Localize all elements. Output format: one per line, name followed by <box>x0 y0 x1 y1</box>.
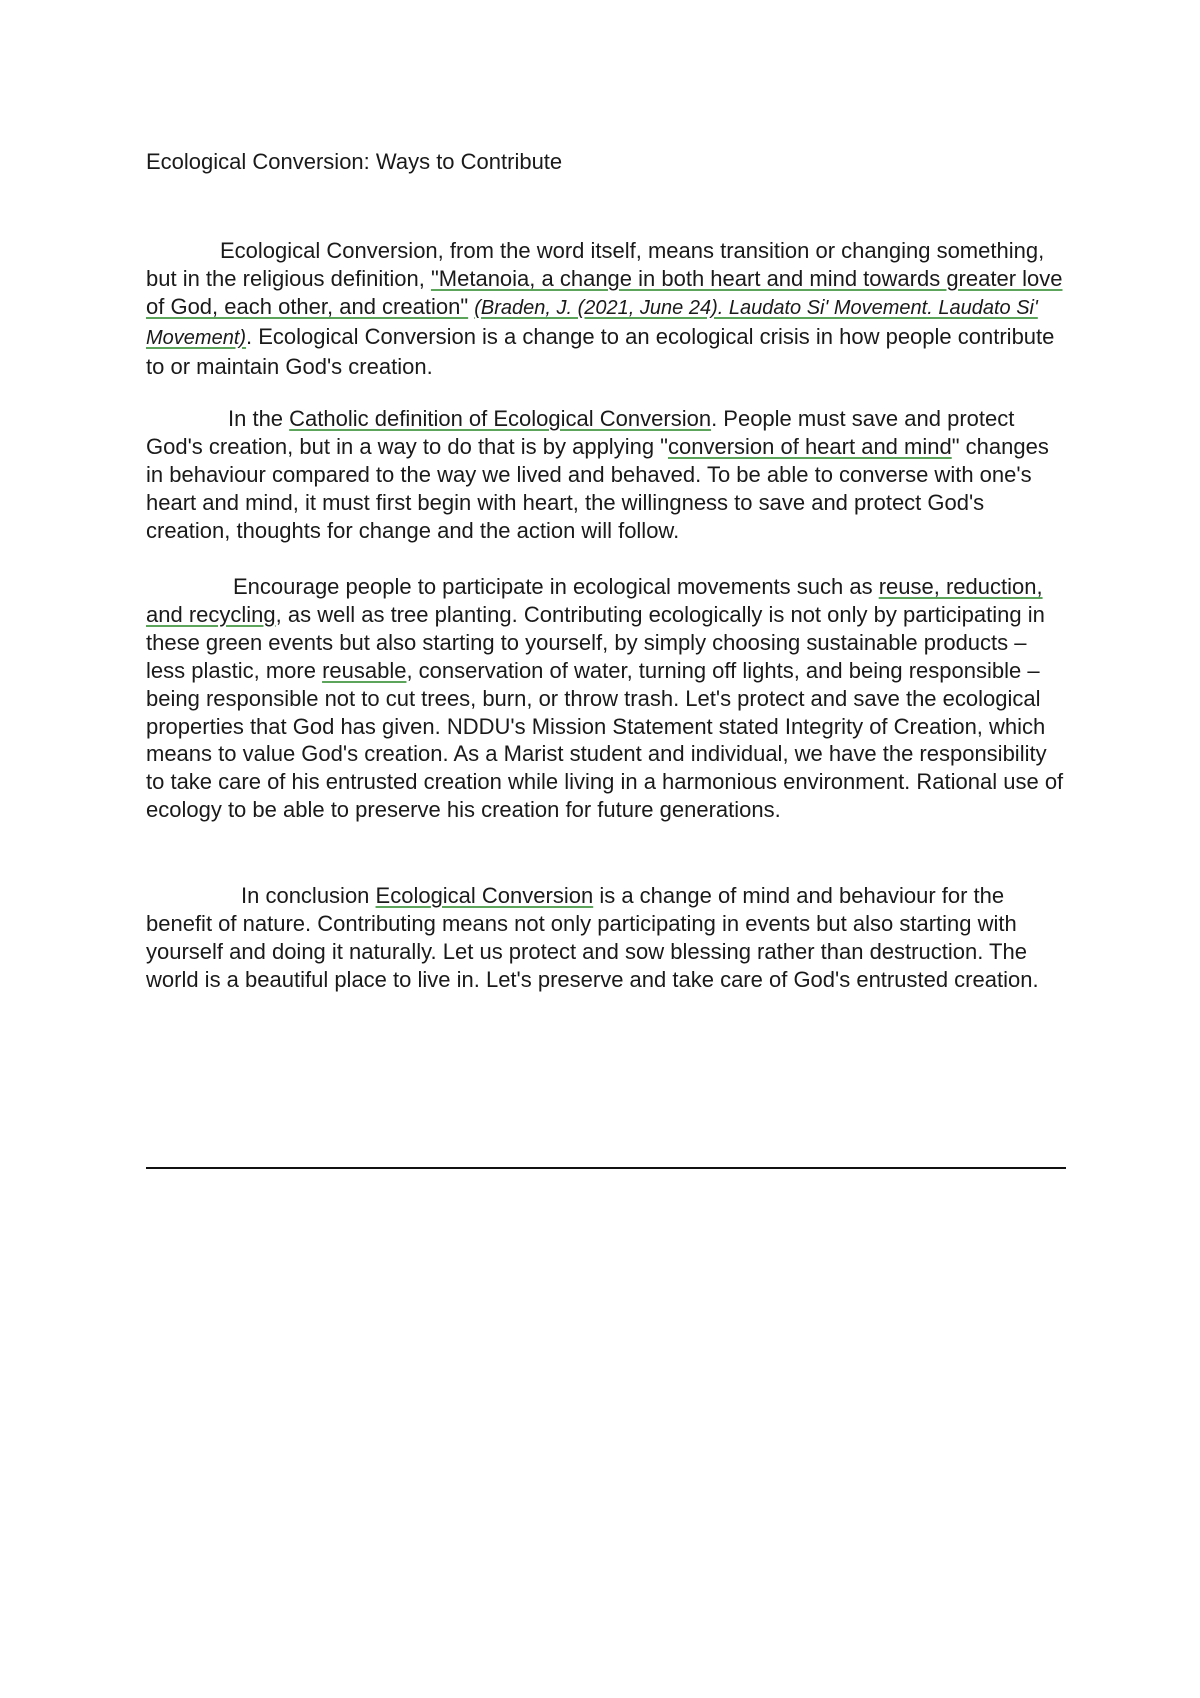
document-title: Ecological Conversion: Ways to Contribute <box>146 149 563 174</box>
paragraph-text: . Ecological Conversion is a change to an ecological crisis in how people contribute to or maintain God's creation. <box>146 323 1055 379</box>
paragraph-text: " changes in behaviour compared to the way we lived and behaved. To be able to converse with one's heart and mind, it must first begin with heart, the willingness to save and protect God's creation, thoughts for change and the action will follow. <box>146 433 1049 543</box>
paragraph-text: . People must save and protect God's creation, but in a way to do that is by applying " <box>146 406 1015 459</box>
underlined-phrase: reuse, reduction, and recycling <box>146 574 1043 627</box>
underlined-phrase: reusable <box>322 657 407 683</box>
paragraph-text: , as well as tree planting. Contributing ecologically is not only by participating in these green events but also starting to yourself, by simply choosing sustainable products – less plastic, more <box>146 601 1045 683</box>
paragraph-ways-to-contribute <box>146 573 1066 824</box>
paragraph-text: , conservation of water, turning off lights, and being responsible – being responsible not to cut trees, burn, or throw trash. Let's protect and save the ecological properties that God has given. NDDU's Mission Statement stated Integrity of Creation, which means to value God's creation. As a Marist student and individual, we have the responsibility to take care of his entrusted creation while living in a harmonious environment. Rational use of ecology to be able to preserve his creation for future generations. <box>146 657 1064 823</box>
paragraph-text: In the <box>228 406 290 431</box>
paragraph-text: In conclusion <box>241 883 376 908</box>
quoted-definition: "Metanoia, a change in both heart and mind towards greater love of God, each other, and creation" <box>146 265 1063 319</box>
paragraph-definition <box>146 237 1066 381</box>
paragraph-conclusion <box>146 882 1066 994</box>
paragraph-text: Encourage people to participate in ecological movements such as <box>233 574 879 599</box>
paragraph-text: is a change of mind and behaviour for the benefit of nature. Contributing means not only participating in events but also starting with yourself and doing it naturally. Let us protect and sow blessing rather than destruction. The world is a beautiful place to live in. Let's preserve and take care of God's entrusted creation. <box>146 883 1039 992</box>
paragraph-text: Ecological Conversion, from the word itself, means transition or changing something, but in the religious definition, <box>146 238 1045 291</box>
underlined-phrase: conversion of heart and mind <box>667 433 952 459</box>
citation: (Braden, J. (2021, June 24). Laudato Si' Movement. Laudato Si' Movement) <box>146 296 1038 349</box>
underlined-phrase: Ecological Conversion <box>375 883 594 908</box>
horizontal-rule <box>146 1167 1066 1169</box>
paragraph-catholic-definition <box>146 405 1066 545</box>
underlined-phrase: Catholic definition of Ecological Conversion <box>289 406 712 431</box>
